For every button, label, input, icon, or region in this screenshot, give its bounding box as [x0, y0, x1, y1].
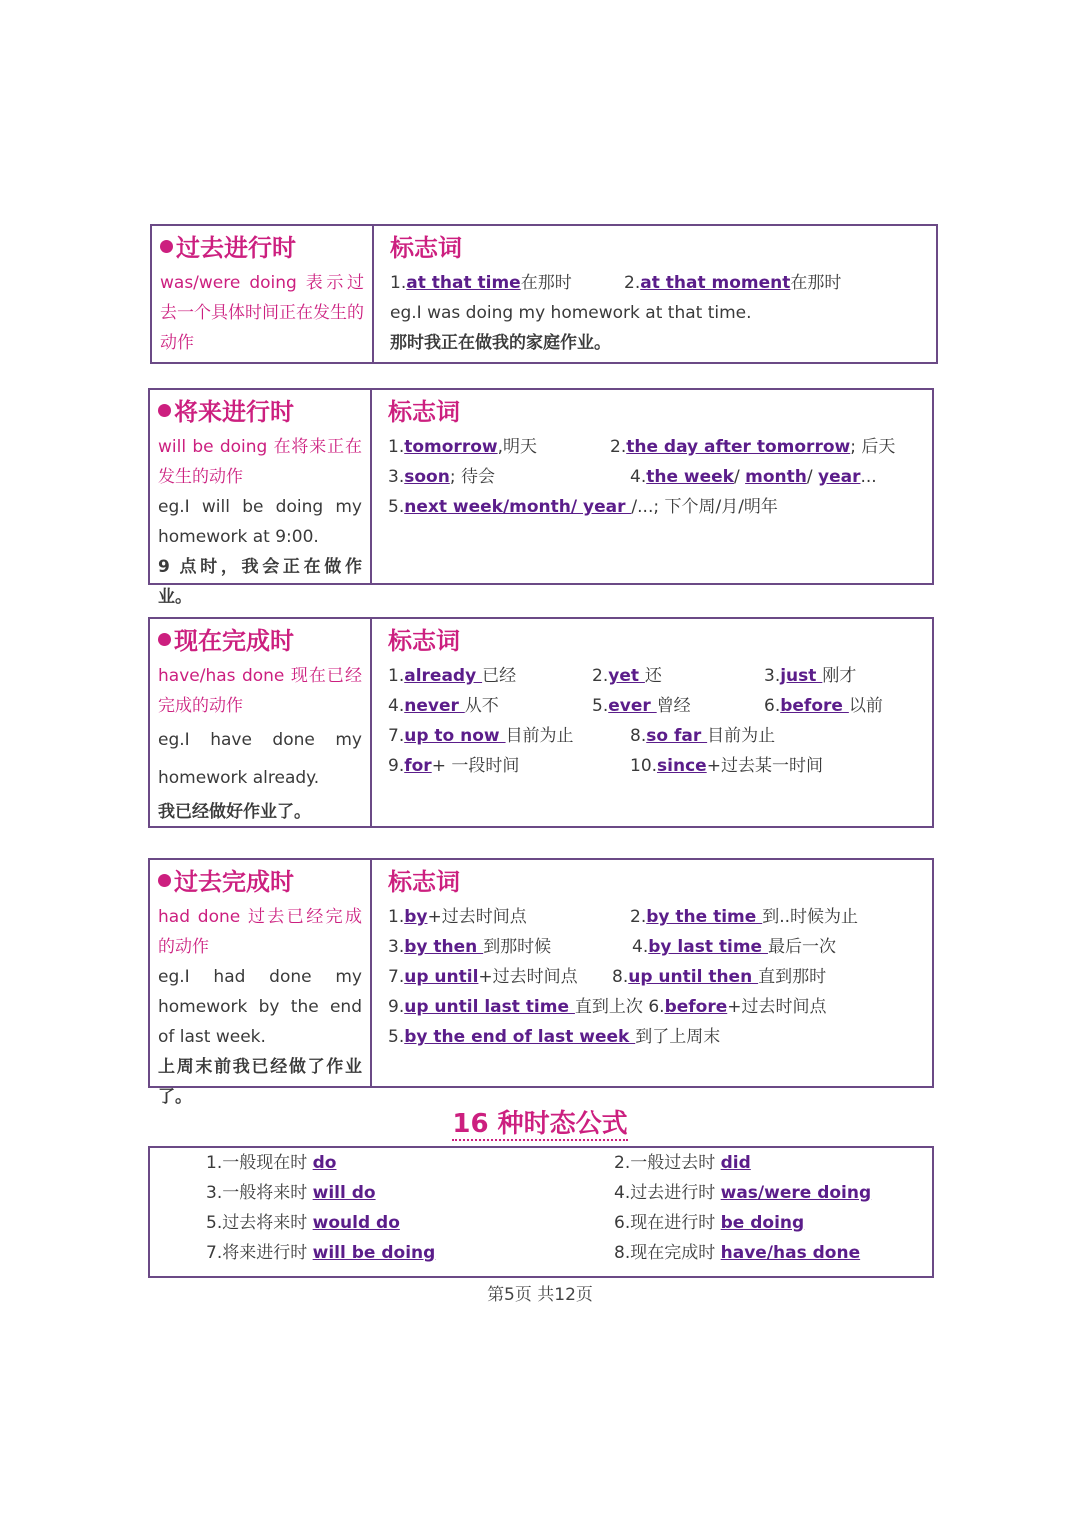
- tense-info-panel: [150, 390, 372, 607]
- tense-info-panel: [152, 226, 374, 362]
- tense-info-panel: [150, 619, 372, 826]
- formula-section-title: 16 种时态公式: [452, 1109, 628, 1139]
- signal-row: [388, 661, 916, 691]
- signal-word: 2.yet 还: [592, 666, 662, 686]
- signal-words-header: 标志词: [390, 234, 462, 262]
- tense-info-panel: [150, 860, 372, 1107]
- signal-row: [388, 691, 916, 721]
- signal-row: [388, 462, 916, 492]
- signal-row: [388, 1022, 916, 1052]
- signal-word: 6.before 以前: [764, 696, 883, 716]
- signal-row: [388, 962, 916, 992]
- signal-word: 2.the day after tomorrow; 后天: [610, 437, 896, 457]
- signal-words-header: 标志词: [388, 868, 460, 896]
- signal-word: 7.up until+过去时间点: [388, 967, 578, 987]
- example-english: eg.I will be doing my homework at 9:00.: [158, 497, 362, 547]
- signal-word: 9.up until last time 直到上次 6.before+过去时间点: [388, 997, 827, 1017]
- signal-word: 7.up to now 目前为止: [388, 726, 574, 746]
- formula-item: 8.现在完成时 have/has done: [614, 1243, 861, 1263]
- signal-word: 3.just 刚才: [764, 666, 857, 686]
- signal-row: [388, 902, 916, 932]
- tense-title: 过去进行时: [160, 232, 364, 264]
- signal-row: [388, 432, 916, 462]
- signal-word: 1.by+过去时间点: [388, 907, 527, 927]
- formula-item: 3.一般将来时 will do: [206, 1183, 376, 1203]
- signal-word: 1.at that time在那时: [390, 273, 572, 293]
- formula-item: 5.过去将来时 would do: [206, 1213, 400, 1233]
- signal-words-panel: [372, 860, 932, 1086]
- signal-words-header: 标志词: [388, 627, 460, 655]
- tense-card-past-perfect: [148, 858, 934, 1107]
- signal-word: 4.never 从不: [388, 696, 499, 716]
- tense-description: have/has done 现在已经完成的动作: [158, 666, 362, 716]
- signal-words-panel: [372, 619, 932, 826]
- signal-word: 8.so far 目前为止: [630, 726, 776, 746]
- signal-words-panel: [372, 390, 932, 583]
- signal-word: 5.next week/month/ year /...; 下个周/月/明年: [388, 497, 778, 517]
- formula-item: 2.一般过去时 did: [614, 1153, 751, 1173]
- signal-word: 1.tomorrow,明天: [388, 437, 537, 457]
- example-english: eg.I was doing my homework at that time.: [390, 303, 752, 323]
- bullet-icon: [158, 874, 171, 887]
- tense-title: 将来进行时: [158, 396, 362, 428]
- formula-item: 7.将来进行时 will be doing: [206, 1243, 436, 1263]
- signal-word: 4.by last time 最后一次: [632, 937, 836, 957]
- formula-item: 6.现在进行时 be doing: [614, 1213, 805, 1233]
- signal-word: 1.already 已经: [388, 666, 517, 686]
- signal-word: 10.since+过去某一时间: [630, 756, 823, 776]
- bullet-icon: [158, 633, 171, 646]
- formula-item: 1.一般现在时 do: [206, 1153, 337, 1173]
- signal-words-header: 标志词: [388, 398, 460, 426]
- signal-row: [388, 932, 916, 962]
- tense-card-future-continuous: [148, 388, 934, 607]
- example-chinese: 9 点时，我会正在做作业。: [158, 557, 362, 607]
- page-number: 第5页 共12页: [487, 1285, 593, 1305]
- signal-row: [388, 992, 916, 1022]
- signal-row: [388, 751, 916, 781]
- tense-title: 现在完成时: [158, 625, 362, 657]
- example-english: eg.I have done my homework already.: [158, 730, 362, 788]
- signal-word: 9.for+ 一段时间: [388, 756, 520, 776]
- tense-description: will be doing 在将来正在发生的动作: [158, 437, 362, 487]
- signal-word: 2.by the time 到..时候为止: [630, 907, 859, 927]
- signal-word: 8.up until then 直到那时: [612, 967, 827, 987]
- signal-word: 5.by the end of last week 到了上周末: [388, 1027, 721, 1047]
- formula-item: 4.过去进行时 was/were doing: [614, 1183, 872, 1203]
- example-english: eg.I had done my homework by the end of last week.: [158, 967, 362, 1047]
- example-chinese: 那时我正在做我的家庭作业。: [390, 333, 611, 353]
- signal-word: 3.soon; 待会: [388, 467, 495, 487]
- signal-word: 3.by then 到那时候: [388, 937, 552, 957]
- formula-box: [148, 1146, 934, 1278]
- example-chinese: 我已经做好作业了。: [158, 802, 311, 822]
- tense-card-past-continuous: [150, 224, 938, 364]
- signal-words-panel: [374, 226, 936, 362]
- example-chinese: 上周末前我已经做了作业了。: [158, 1057, 362, 1107]
- signal-row: [388, 721, 916, 751]
- signal-word: 2.at that moment在那时: [624, 273, 842, 293]
- bullet-icon: [160, 240, 173, 253]
- bullet-icon: [158, 404, 171, 417]
- signal-row: [390, 268, 920, 298]
- tense-title: 过去完成时: [158, 866, 362, 898]
- signal-word: 4.the week/ month/ year...: [630, 467, 877, 487]
- tense-description: was/were doing 表示过去一个具体时间正在发生的动作: [160, 273, 364, 353]
- signal-word: 5.ever 曾经: [592, 696, 691, 716]
- signal-row: [388, 492, 916, 522]
- tense-card-present-perfect: [148, 617, 934, 828]
- tense-description: had done 过去已经完成的动作: [158, 907, 362, 957]
